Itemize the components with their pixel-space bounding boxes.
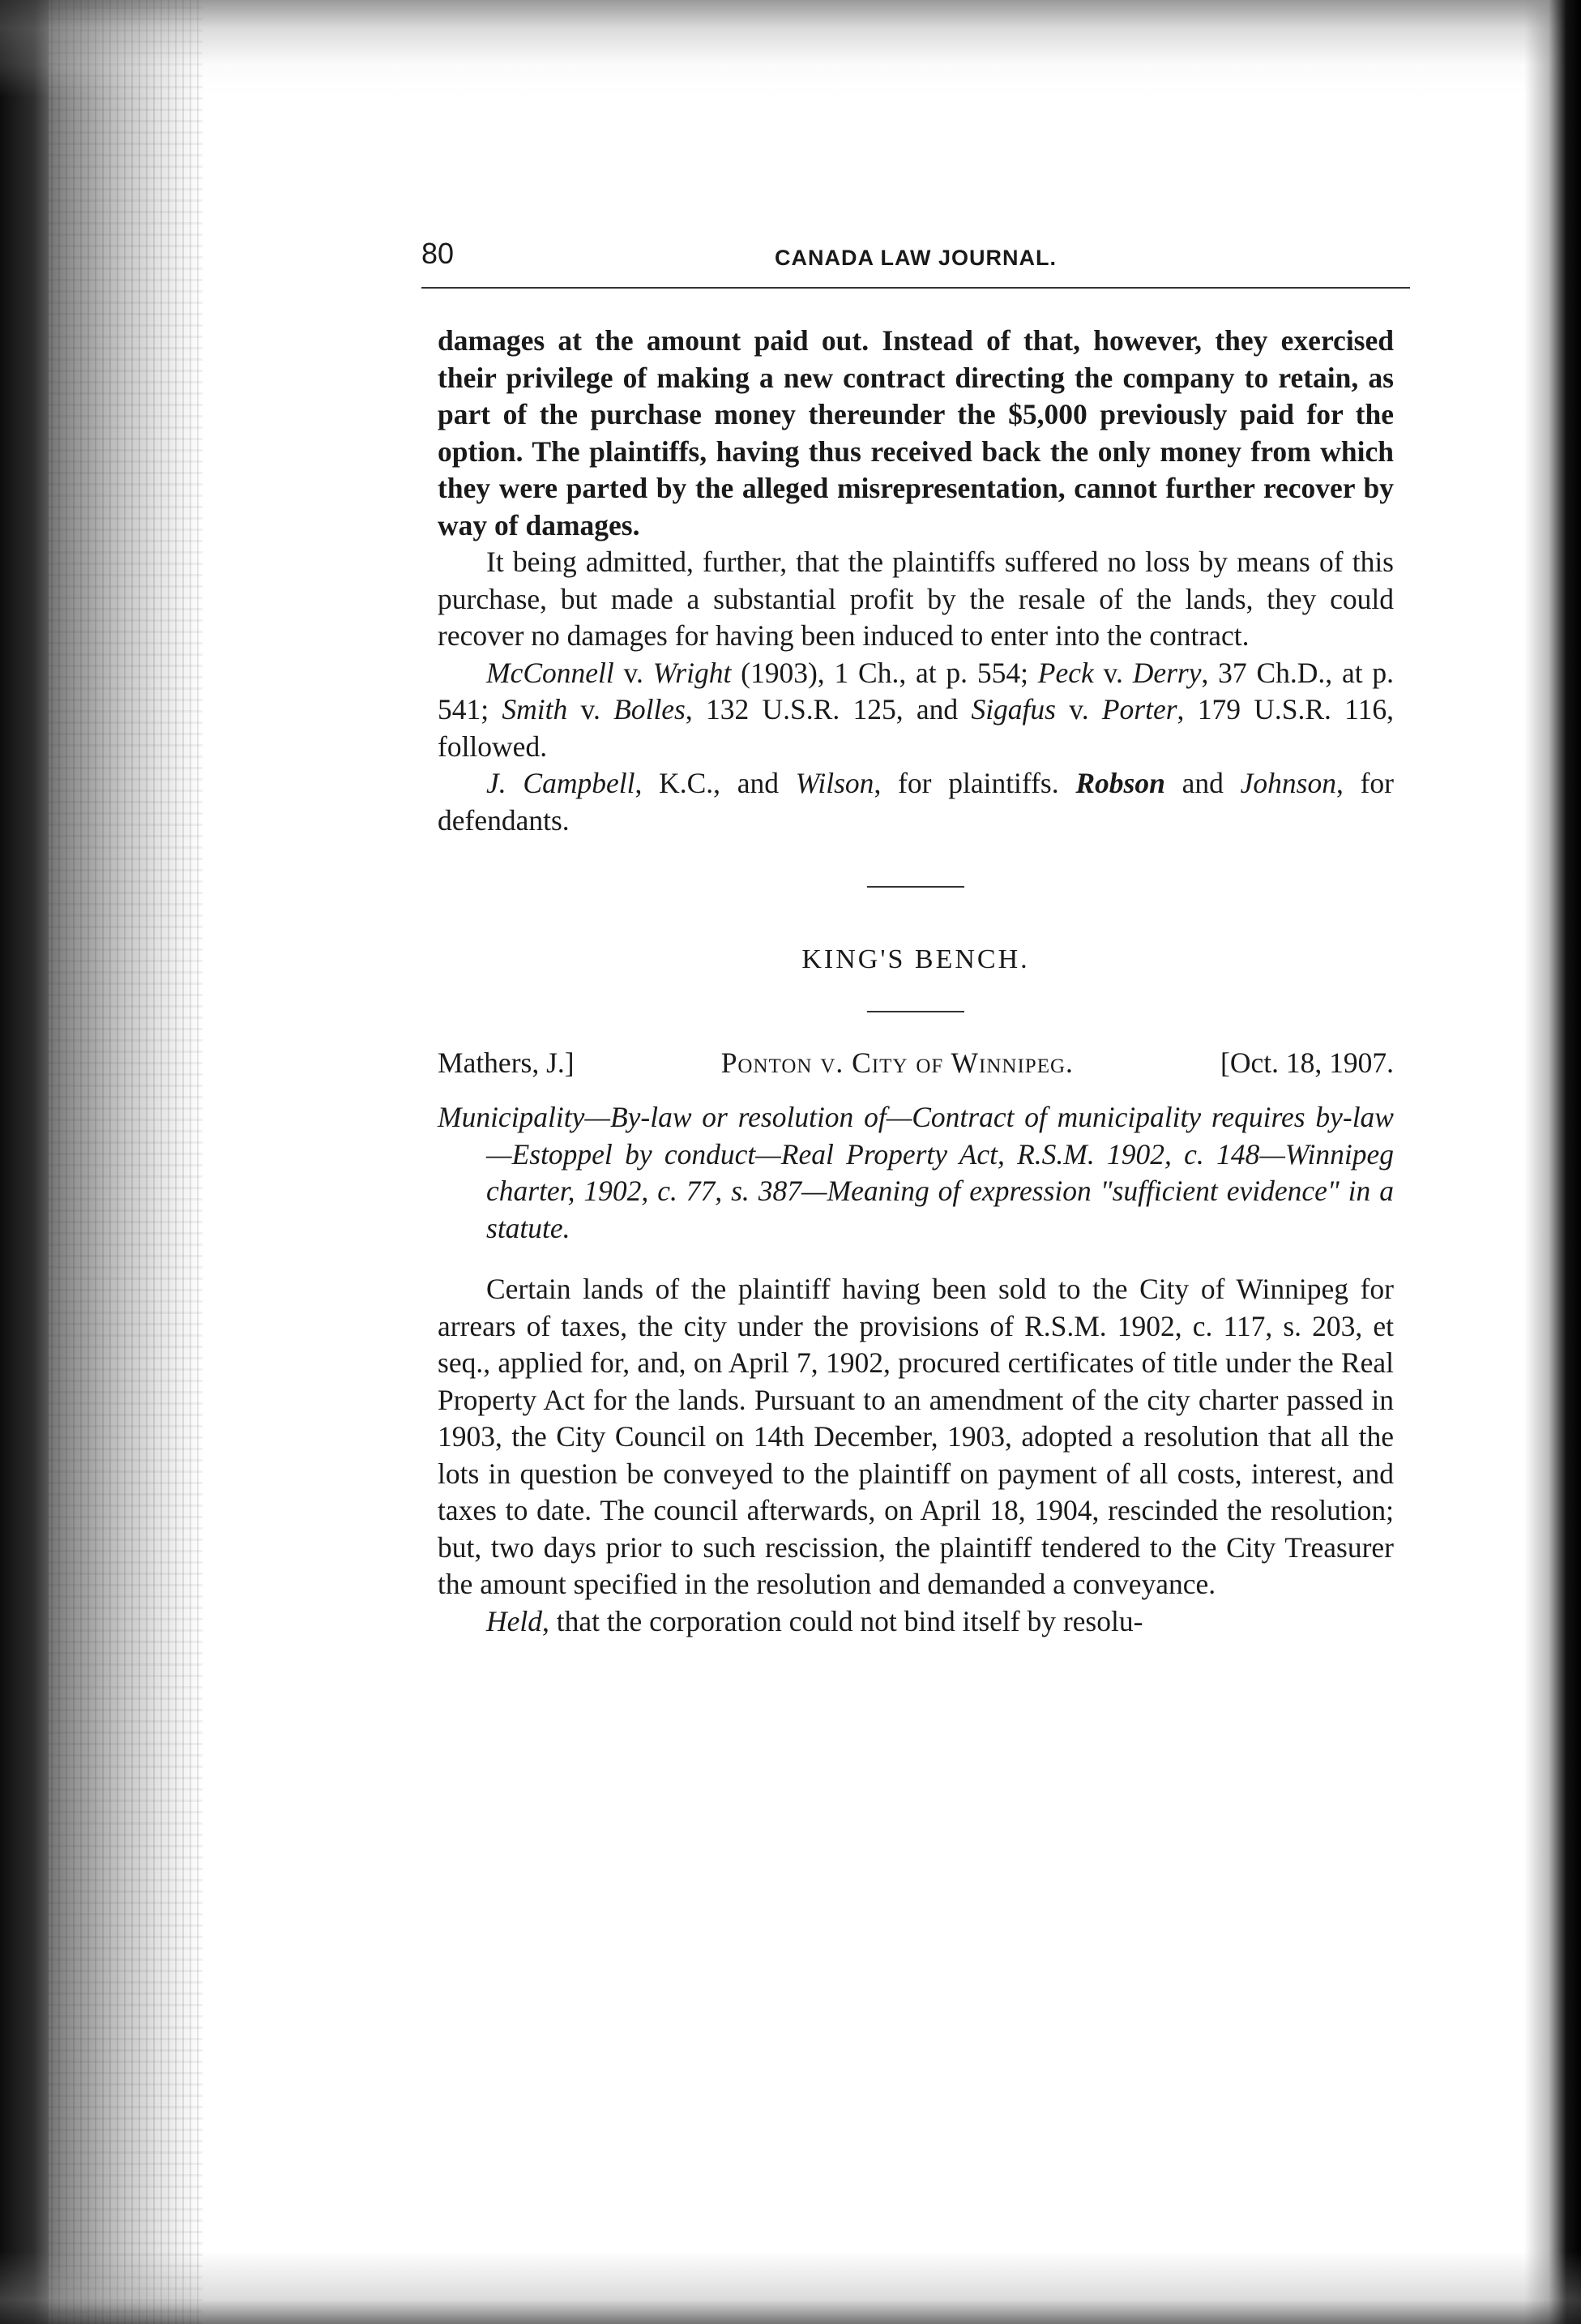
section-title: KING'S BENCH. [801, 944, 1030, 974]
journal-title: CANADA LAW JOURNAL. [775, 246, 1057, 270]
section-divider-top [867, 886, 964, 888]
counsel-line: J. Campbell, K.C., and Wilson, for plaintiffs. Robson and Johnson, for defendants. [438, 767, 1394, 837]
case-holding: Held, that the corporation could not bind itself by resolu- [486, 1604, 1143, 1637]
page-number: 80 [421, 237, 455, 270]
scan-edge-top [0, 0, 1581, 97]
header-rule [421, 287, 1410, 289]
case-facts: Certain lands of the plaintiff having been sold to the City of Winnipeg for arrears of taxes, the city under the provisions of R.S.M. 1902, c. 117, s. 203, et seq., applied for, and, on April 7, 1902, procured certificates of title under the Real Property Act for the lands. Pursuant to an amendment of the city charter passed in 1903, the City Council on 14th December, 1903, adopted a resolution that all the lots in question be conveyed to the plaintiff on payment of all costs, interest, and taxes to date. The council afterwards, on April 18, 1904, rescinded the resolution; but, two days prior to such rescission, the plaintiff tendered to the City Treasurer the amount specified in the resolution and demanded a conveyance. [438, 1273, 1394, 1600]
judge-name: Mathers, J.] [438, 1046, 575, 1079]
page-body [421, 235, 1394, 1640]
running-header [421, 235, 1394, 276]
book-binding-shadow [0, 0, 49, 2324]
case-heading [438, 1045, 1394, 1082]
case-date: [Oct. 18, 1907. [1220, 1046, 1394, 1079]
paragraph-no-loss: It being admitted, further, that the plaintiffs suffered no loss by means of this purchase, but made a substantial profit by the resale of the lands, they could recover no damages for having been induced to enter into the contract. [438, 546, 1394, 652]
paragraph-damages: damages at the amount paid out. Instead of that, however, they exercised their privilege of making a new contract directing the company to retain, as part of the purchase money thereunder the $5,000 previously paid for the option. The plaintiffs, having thus received back the only money from which they were parted by the alleged misrepresentation, cannot further recover by way of damages. [438, 324, 1394, 541]
section-divider-bottom [867, 1011, 964, 1012]
case-title: Ponton v. City of Winnipeg. [720, 1046, 1074, 1079]
case-headnote: Municipality—By-law or resolution of—Contract of municipality requires by-law—Estoppel by conduct—Real Property Act, R.S.M. 1902, c. 148—Winnipeg charter, 1902, c. 77, s. 387—Meaning of expression "sufficient evidence" in a statute. [438, 1101, 1394, 1244]
scan-edge-right [1524, 0, 1581, 2324]
case-citations: McConnell v. Wright (1903), 1 Ch., at p. 554; Peck v. Derry, 37 Ch.D., at p. 541; Smith v. Bolles, 132 U.S.R. 125, and Sigafus v. Porter, 179 U.S.R. 116, followed. [438, 656, 1394, 763]
scan-edge-bottom [0, 2251, 1581, 2324]
